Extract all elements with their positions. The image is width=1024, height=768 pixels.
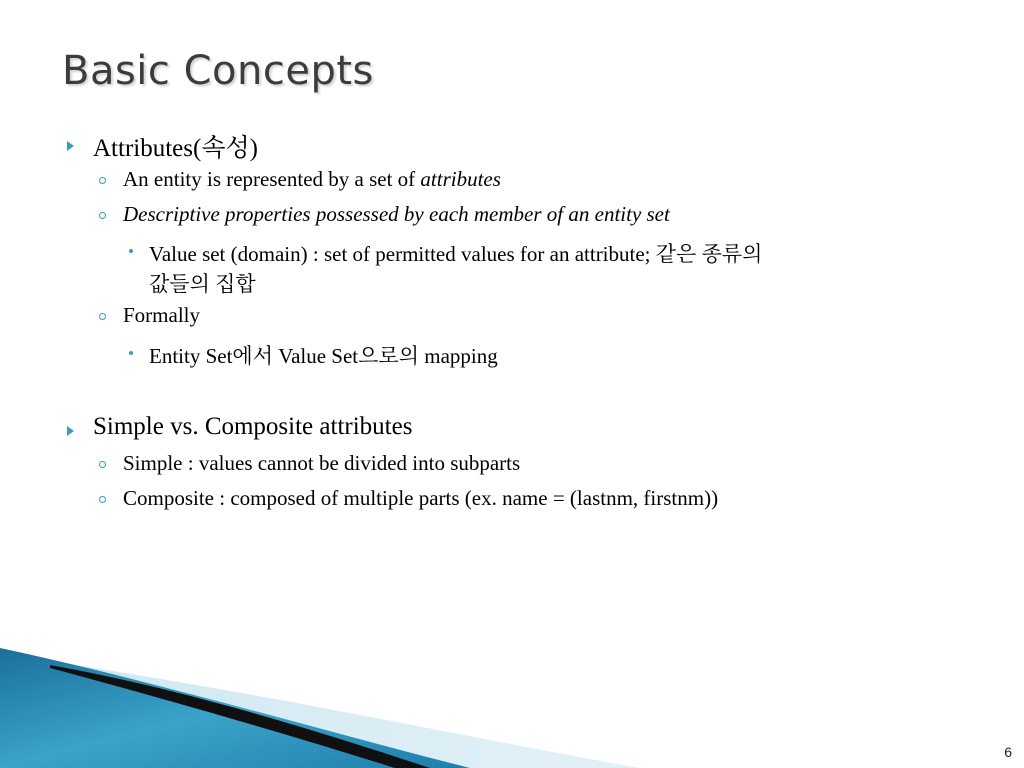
bullet-value-set-line1: Value set (domain) : set of permitted values for an attribute; 같은 종류의 — [149, 242, 763, 266]
bullet-entity-represented-emphasis: attributes — [420, 167, 501, 191]
bullet-attributes: Attributes(속성) — [93, 135, 258, 162]
bullet-descriptive-properties: Descriptive properties possessed by each member of an entity set — [123, 202, 670, 226]
bullet-simple-vs-composite: Simple vs. Composite attributes — [93, 413, 413, 440]
slide-title: Basic Concepts — [62, 48, 374, 94]
bullet-entity-set-mapping: Entity Set에서 Value Set으로의 mapping — [149, 344, 498, 368]
bullet-entity-represented-text: An entity is represented by a set of — [123, 167, 421, 191]
bullet-formally: Formally — [123, 303, 200, 327]
page-number: 6 — [1004, 744, 1012, 760]
bullet-simple: Simple : values cannot be divided into subparts — [123, 451, 521, 475]
bullet-value-set-line2: 값들의 집합 — [149, 272, 256, 296]
bullet-composite: Composite : composed of multiple parts (ex. name = (lastnm, firstnm)) — [123, 486, 719, 510]
